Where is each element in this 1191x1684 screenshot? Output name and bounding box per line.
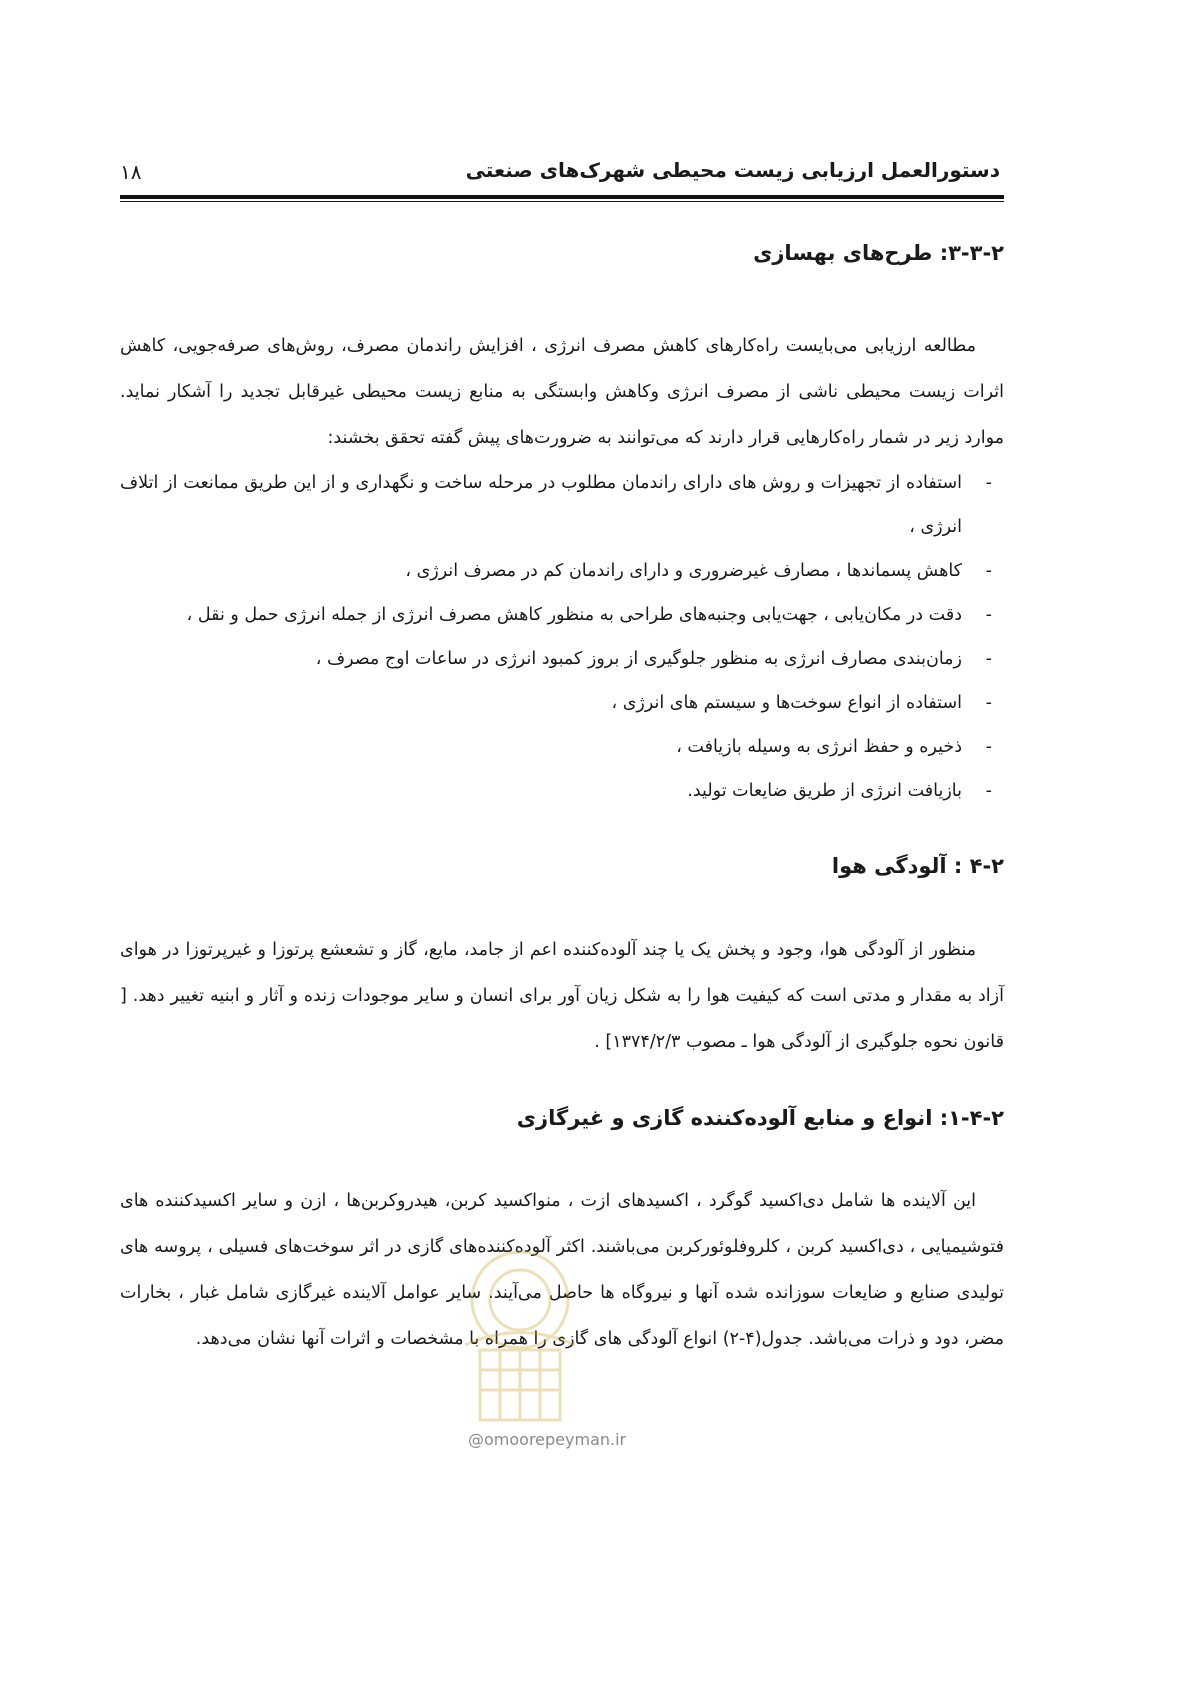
header-rule-thin — [120, 201, 1004, 202]
running-title: دستورالعمل ارزیابی زیست محیطی شهرک‌های صنعتی — [465, 158, 1000, 182]
bullet-dash: - — [985, 561, 992, 582]
list-item-text: زمان‌بندی مصارف انرژی به منظور جلوگیری از بروز کمبود انرژی در ساعات اوج مصرف ، — [315, 649, 962, 670]
watermark-logo-icon — [445, 1240, 595, 1440]
list-item-text: استفاده از انواع سوخت‌ها و سیستم های انرژی ، — [611, 693, 962, 714]
list-item-text: دقت در مکان‌یابی ، جهت‌یابی وجنبه‌های طراحی به منظور کاهش مصرف انرژی از جمله انرژی حمل و نقل ، — [186, 605, 962, 626]
bullet-dash: - — [985, 737, 992, 758]
bullet-list — [120, 461, 1004, 813]
bullet-dash: - — [985, 649, 992, 670]
list-item — [120, 461, 992, 549]
list-item-text: استفاده از تجهیزات و روش های دارای راندمان مطلوب در مرحله ساخت و نگهداری و از این طریق ممانعت از اتلاف انرژی ، — [120, 473, 962, 538]
section-paragraph-2-3-3: مطالعه ارزیابی می‌بایست راه‌کارهای کاهش مصرف انرژی ، افزایش راندمان مصرف، روش‌های صرفه‌جویی، کاهش اثرات زیست محیطی ناشی از مصرف انرژی وکاهش وابستگی به منابع زیست محیطی غیرقابل تجدید را آشکار نماید. موارد زیر در شمار راه‌کارهایی قرار دارند که می‌توانند به ضرورت‌های پیش گفته تحقق بخشند: — [120, 336, 1004, 449]
running-header — [120, 158, 1000, 194]
list-item — [120, 681, 992, 725]
page-content — [120, 240, 1004, 1362]
watermark-emblem — [465, 1252, 575, 1420]
list-item-text: ذخیره و حفظ انرژی به وسیله بازیافت ، — [676, 737, 962, 758]
section-paragraph-2-4: منظور از آلودگی هوا، وجود و پخش یک یا چند آلوده‌کننده اعم از جامد، مایع، گاز و تشعشع پرتوزا و غیرپرتوزا در هوای آزاد به مقدار و مدتی است که کیفیت هوا را به شکل زیان آور برای انسان و سایر موجودات زنده و آثار و ابنیه تغییر دهد. [ قانون نحوه جلوگیری از آلودگی هوا ـ مصوب ۱۳۷۴/۲/۳] . — [120, 939, 1004, 1052]
list-item — [120, 725, 992, 769]
list-item-text: کاهش پسماندها ، مصارف غیرضروری و دارای راندمان کم در مصرف انرژی ، — [405, 561, 962, 582]
section-heading-2-4-1: ۱-۴-۲: انواع و منابع آلوده‌کننده گازی و غیرگازی — [516, 1105, 1004, 1130]
list-item-text: بازیافت انرژی از طریق ضایعات تولید. — [687, 781, 962, 802]
section-heading-2-3-3: ۳-۳-۲: طرح‌های بهسازی — [753, 241, 1004, 265]
bullet-dash: - — [985, 781, 992, 802]
watermark-url: @omoorepeyman.ir — [468, 1430, 627, 1449]
bullet-dash: - — [985, 693, 992, 714]
header-rule-thick — [120, 195, 1004, 199]
bullet-dash: - — [985, 473, 992, 494]
section-heading-2-4: ۴-۲ : آلودگی هوا — [831, 854, 1004, 879]
section-paragraph-2-4-1: این آلاینده ها شامل دی‌اکسید گوگرد ، اکسیدهای ازت ، منواکسید کربن، هیدروکربن‌ها ، ازن و سایر اکسیدکننده های فتوشیمیایی ، دی‌اکسید کربن ، کلروفلوئورکربن می‌باشند. اکثر آلوده‌کننده‌های گازی در اثر سوخت‌های فسیلی ، پروسه های تولیدی صنایع و ضایعات سوزانده شده آنها و نیروگاه ها حاصل می‌آیند. سایر عوامل آلاینده غیرگازی شامل غبار ، بخارات مضر، دود و ذرات می‌باشد. جدول(۴-۲) انواع آلودگی های گازی را همراه با مشخصات و اثرات آنها نشان می‌دهد. — [120, 1190, 1004, 1349]
list-item — [120, 769, 992, 813]
bullet-dash: - — [985, 605, 992, 626]
page-number: ۱۸ — [120, 160, 142, 184]
list-item — [120, 593, 992, 637]
list-item — [120, 549, 992, 593]
list-item — [120, 637, 992, 681]
